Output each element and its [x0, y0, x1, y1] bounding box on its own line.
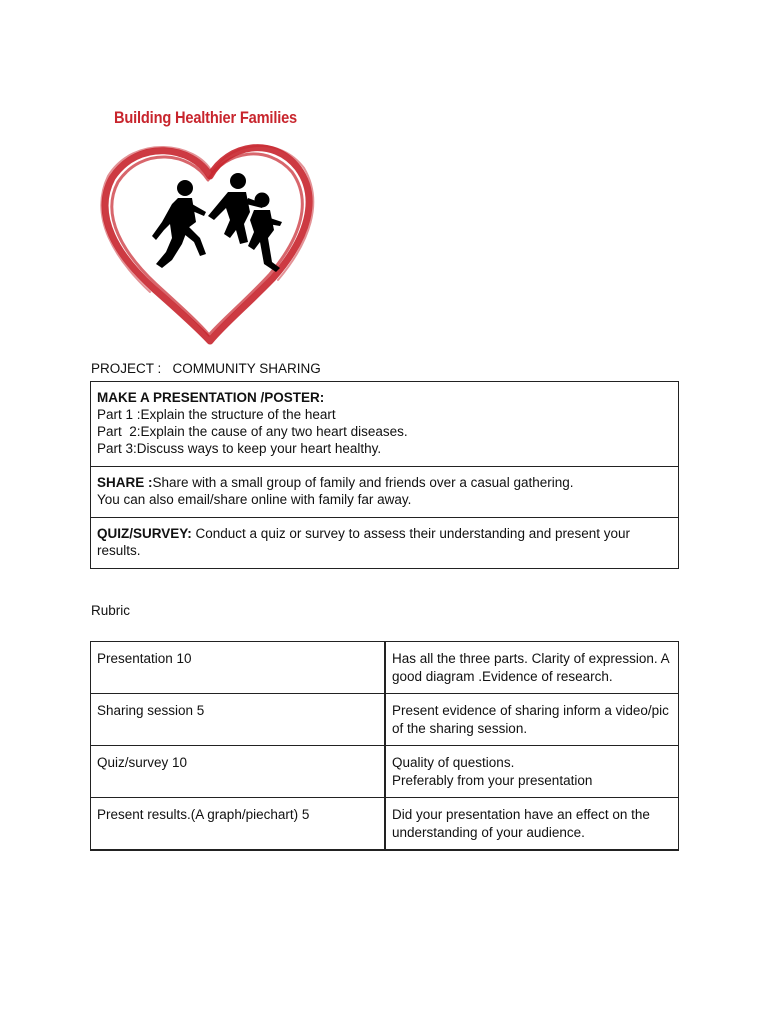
rubric-item: Quiz/survey 10: [91, 746, 386, 798]
rubric-item: Presentation 10: [91, 642, 386, 694]
rubric-table: [90, 641, 679, 851]
rubric-criteria: Present evidence of sharing inform a video/pic of the sharing session.: [385, 694, 679, 746]
project-line: [91, 361, 321, 376]
rubric-item: Sharing session 5: [91, 694, 386, 746]
rubric-criteria-line-1: Quality of questions.: [392, 755, 515, 770]
rubric-criteria-line-2: Preferably from your presentation: [392, 772, 593, 788]
rubric-heading: Rubric: [91, 603, 131, 618]
project-name: COMMUNITY SHARING: [172, 361, 321, 376]
project-tasks-table: [90, 381, 679, 569]
quiz-task-cell: [91, 518, 679, 569]
rubric-criteria: Has all the three parts. Clarity of expression. A good diagram .Evidence of research.: [385, 642, 679, 694]
table-row: [91, 798, 679, 851]
table-row: [91, 746, 679, 798]
presentation-part-3: Part 3:Discuss ways to keep your heart healthy.: [97, 441, 382, 456]
project-label: PROJECT :: [91, 361, 162, 376]
presentation-task-cell: [91, 382, 679, 467]
heart-family-running-icon: [98, 138, 320, 346]
presentation-part-1: Part 1 :Explain the structure of the heart: [97, 407, 336, 422]
share-text-line-1: Share with a small group of family and friends over a casual gathering.: [152, 475, 574, 490]
quiz-heading: QUIZ/SURVEY:: [97, 526, 192, 541]
share-text-line-2: You can also email/share online with family far away.: [97, 492, 412, 507]
share-task-cell: [91, 467, 679, 518]
quiz-text: Conduct a quiz or survey to assess their understanding and present your results.: [97, 526, 631, 558]
table-row: [91, 642, 679, 694]
rubric-item: Present results.(A graph/piechart) 5: [91, 798, 386, 851]
presentation-heading: MAKE A PRESENTATION /POSTER:: [97, 390, 325, 405]
logo-title: Building Healthier Families: [114, 108, 298, 127]
rubric-criteria-cell: [385, 746, 679, 798]
share-heading: SHARE :: [97, 475, 153, 490]
presentation-part-2: Part 2:Explain the cause of any two heart diseases.: [97, 424, 408, 439]
rubric-criteria: Did your presentation have an effect on the understanding of your audience.: [385, 798, 679, 851]
table-row: [91, 694, 679, 746]
